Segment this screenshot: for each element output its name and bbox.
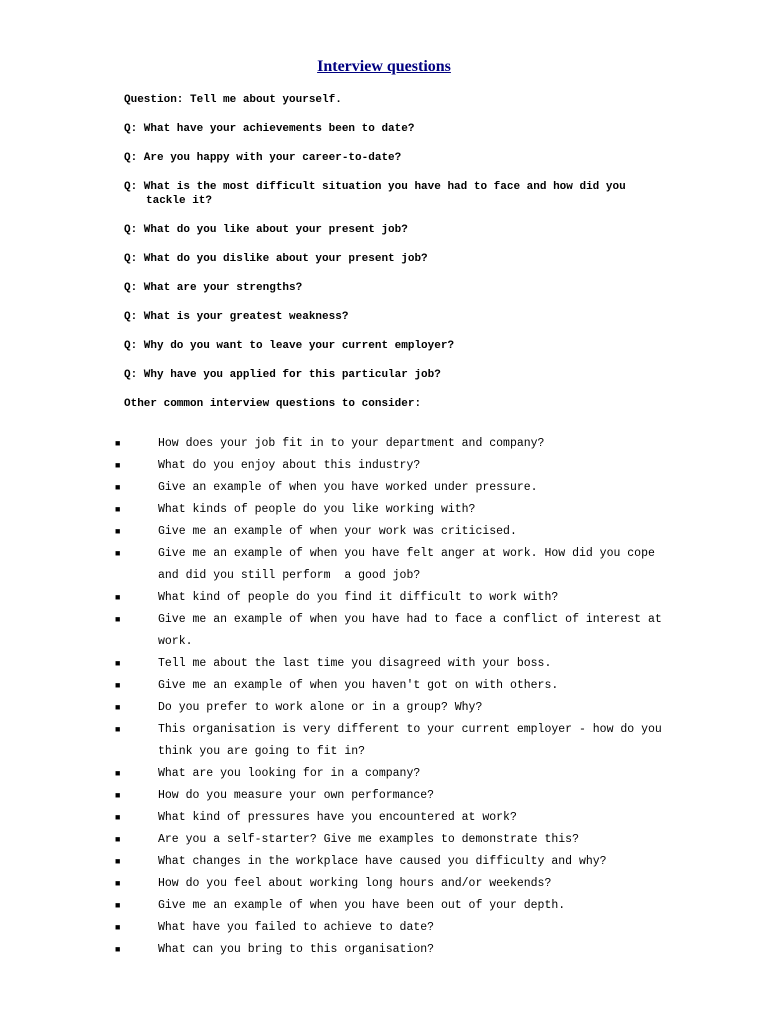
- bullet-icon: ■: [115, 725, 121, 735]
- bullet-icon: ■: [115, 549, 121, 559]
- list-item-text: Give me an example of when you have been out of your depth.: [158, 899, 566, 912]
- list-item-text: Give me an example of when you have felt anger at work. How did you cope and did you still perform a good job?: [158, 547, 662, 582]
- question-list: [124, 93, 654, 411]
- list-item: [0, 433, 768, 455]
- list-item-text: What changes in the workplace have caused you difficulty and why?: [158, 855, 607, 868]
- list-item: [0, 873, 768, 895]
- list-item-text: Give me an example of when your work was criticised.: [158, 525, 517, 538]
- list-item: [0, 807, 768, 829]
- list-item-text: Give an example of when you have worked under pressure.: [158, 481, 538, 494]
- list-item: [0, 939, 768, 961]
- other-questions-list: [0, 433, 768, 961]
- bullet-icon: ■: [115, 615, 121, 625]
- list-item-text: Tell me about the last time you disagreed with your boss.: [158, 657, 552, 670]
- bullet-icon: ■: [115, 659, 121, 669]
- list-item: [0, 851, 768, 873]
- list-item: [0, 675, 768, 697]
- bullet-icon: ■: [115, 593, 121, 603]
- bullet-icon: ■: [115, 901, 121, 911]
- list-item: [0, 895, 768, 917]
- list-item-text: What are you looking for in a company?: [158, 767, 421, 780]
- list-item-text: Are you a self-starter? Give me examples to demonstrate this?: [158, 833, 579, 846]
- list-item-text: How does your job fit in to your department and company?: [158, 437, 545, 450]
- question-item: Q: Why do you want to leave your current employer?: [124, 340, 455, 352]
- list-item: [0, 829, 768, 851]
- list-item-text: How do you feel about working long hours and/or weekends?: [158, 877, 552, 890]
- list-item: [0, 697, 768, 719]
- bullet-icon: ■: [115, 857, 121, 867]
- question-item: Q: What do you like about your present job?: [124, 224, 408, 236]
- list-item: [0, 653, 768, 675]
- bullet-icon: ■: [115, 439, 121, 449]
- bullet-icon: ■: [115, 879, 121, 889]
- bullet-icon: ■: [115, 461, 121, 471]
- list-item: [0, 917, 768, 939]
- list-item-text: What can you bring to this organisation?: [158, 943, 435, 956]
- list-item: [0, 477, 768, 499]
- list-item-text: How do you measure your own performance?: [158, 789, 435, 802]
- list-item-text: What kinds of people do you like working with?: [158, 503, 476, 516]
- bullet-icon: ■: [115, 923, 121, 933]
- question-item: Q: What is the most difficult situation you have had to face and how did you tackle it?: [124, 181, 633, 207]
- list-item-text: What kind of pressures have you encountered at work?: [158, 811, 517, 824]
- bullet-icon: ■: [115, 791, 121, 801]
- list-item-text: Give me an example of when you haven't got on with others.: [158, 679, 559, 692]
- bullet-icon: ■: [115, 945, 121, 955]
- bullet-icon: ■: [115, 835, 121, 845]
- bullet-icon: ■: [115, 769, 121, 779]
- list-item: [0, 499, 768, 521]
- list-item: [0, 543, 768, 587]
- bullet-icon: ■: [115, 505, 121, 515]
- question-item: Q: What are your strengths?: [124, 282, 303, 294]
- document-title: Interview questions: [317, 58, 451, 75]
- list-item: [0, 455, 768, 477]
- bullet-icon: ■: [115, 527, 121, 537]
- list-item-text: Do you prefer to work alone or in a group? Why?: [158, 701, 483, 714]
- list-item-text: What have you failed to achieve to date?: [158, 921, 435, 934]
- bullet-icon: ■: [115, 681, 121, 691]
- question-item: Question: Tell me about yourself.: [124, 94, 342, 106]
- question-item: Q: What is your greatest weakness?: [124, 311, 349, 323]
- list-item: [0, 587, 768, 609]
- question-item: Q: Are you happy with your career-to-date?: [124, 152, 402, 164]
- question-item: Q: What have your achievements been to date?: [124, 123, 415, 135]
- list-item: [0, 521, 768, 543]
- list-item-text: What kind of people do you find it difficult to work with?: [158, 591, 559, 604]
- question-item: Q: What do you dislike about your present job?: [124, 253, 428, 265]
- list-item: [0, 609, 768, 653]
- list-item: [0, 785, 768, 807]
- list-item-text: What do you enjoy about this industry?: [158, 459, 421, 472]
- bullet-icon: ■: [115, 703, 121, 713]
- list-item-text: This organisation is very different to your current employer - how do you think you are going to fit in?: [158, 723, 669, 758]
- question-item: Q: Why have you applied for this particular job?: [124, 369, 441, 381]
- bullet-icon: ■: [115, 483, 121, 493]
- other-questions-heading: Other common interview questions to consider:: [124, 398, 422, 410]
- bullet-icon: ■: [115, 813, 121, 823]
- list-item: [0, 763, 768, 785]
- list-item: [0, 719, 768, 763]
- list-item-text: Give me an example of when you have had to face a conflict of interest at work.: [158, 613, 669, 648]
